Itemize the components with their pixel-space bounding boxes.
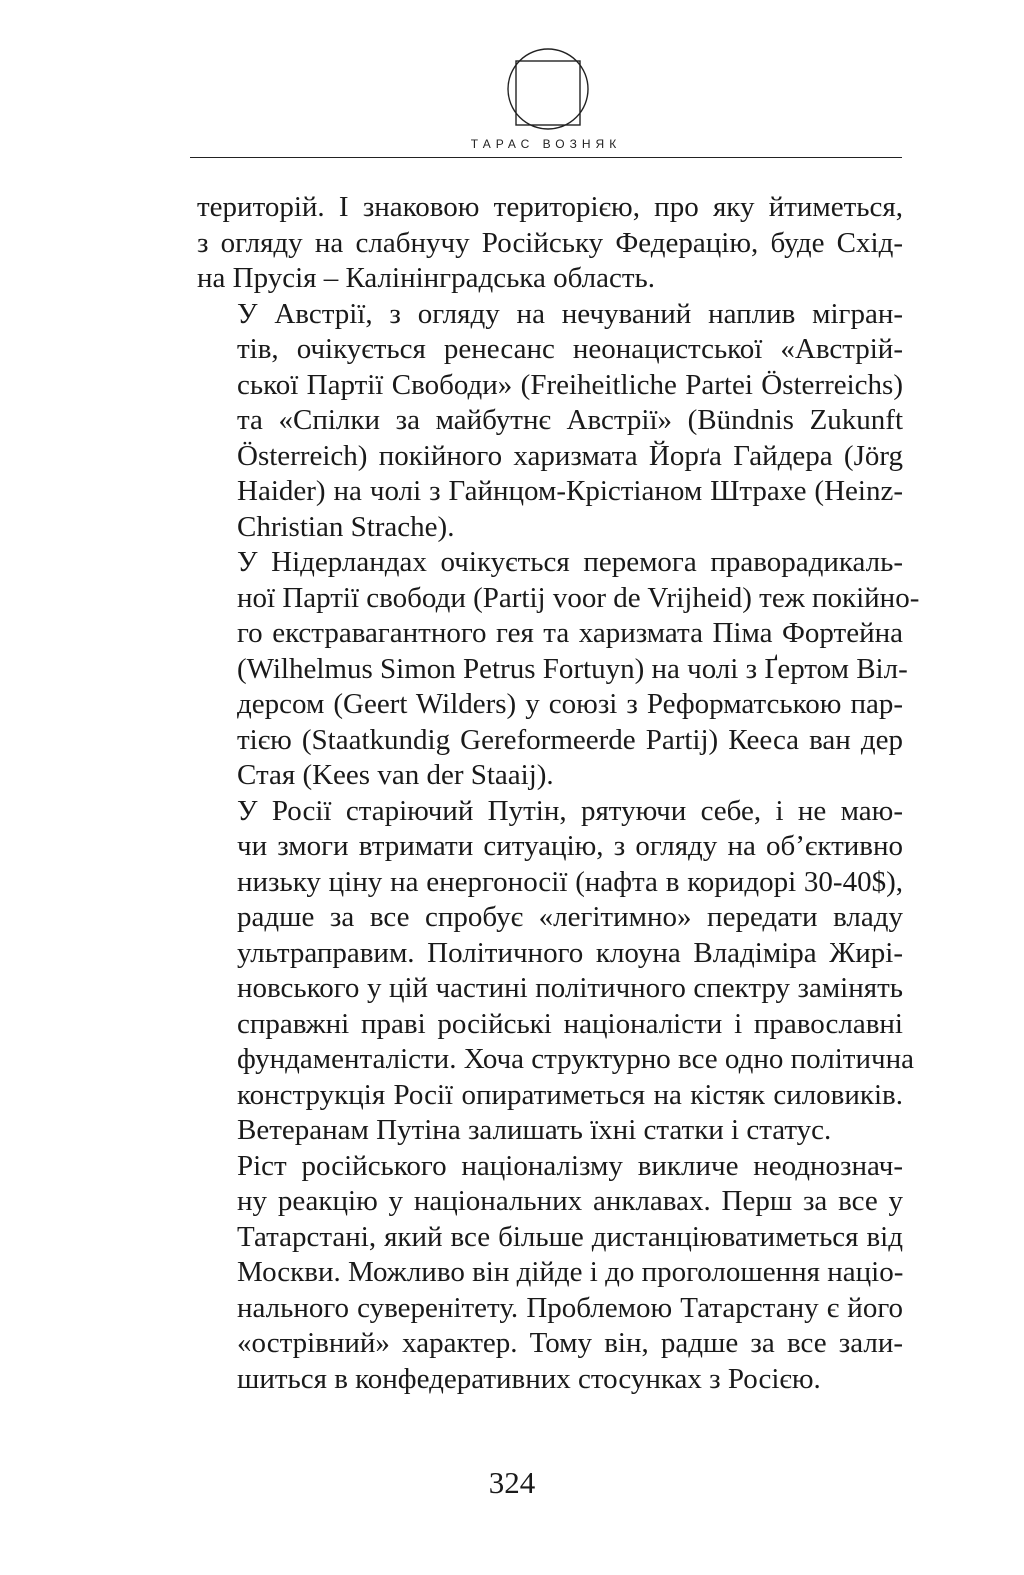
text-line: (Wilhelmus Simon Petrus Fortuyn) на чолі з Ґертом Віл- [237, 652, 908, 685]
text-line: конструкція Росії опиратиметься на кістяк силовиків. [237, 1078, 903, 1111]
text-line: радше за все спробує «легітимно» передати владу [237, 901, 903, 933]
running-head: ТАРАС ВОЗНЯК [470, 137, 622, 151]
text-line: Татарстані, який все більше дистанціюватиметься від [237, 1220, 903, 1253]
text-line: справжні праві російські націоналісти і православні [237, 1007, 903, 1040]
page-number: 324 [488, 1465, 536, 1500]
text-line: чи змоги втримати ситуацію, з огляду на об’єктивно [237, 830, 903, 862]
text-line: Österreich) покійного харизмата Йорґа Гайдера (Jörg [237, 439, 903, 472]
text-line: та «Спілки за майбутнє Австрії» (Bündnis Zukunft [237, 404, 903, 436]
text-line: новського у цій частині політичного спектру замінять [237, 972, 903, 1004]
text-line: низьку ціну на енергоносії (нафта в коридорі 30-40$), [237, 865, 903, 898]
paragraph [197, 545, 920, 794]
text-line: Стая (Kees van der Staaij). [237, 759, 554, 791]
text-line: дерсом (Geert Wilders) у союзі з Реформатською пар- [237, 688, 903, 720]
text-line: «острівний» характер. Тому він, радше за все зали- [237, 1327, 903, 1359]
paragraph [197, 1149, 903, 1398]
text-line: на Прусія – Калінінградська область. [197, 262, 655, 294]
body-text [197, 190, 920, 1397]
text-line: У Росії старіючий Путін, рятуючи себе, і не маю- [237, 794, 903, 827]
paragraph [197, 190, 903, 297]
text-line: територій. І знаковою територією, про яку йтиметься, [197, 191, 903, 223]
text-line: фундаменталісти. Хоча структурно все одно політична [237, 1043, 914, 1075]
paragraph [197, 794, 914, 1149]
text-line: тією (Staatkundig Gereformeerde Partij) Кееса ван дер [237, 723, 903, 756]
text-line: У Австрії, з огляду на нечуваний наплив мігран- [237, 297, 903, 330]
text-line: ської Партії Свободи» (Freiheitliche Partei Österreichs) [237, 368, 903, 401]
text-line: тів, очікується ренесанс неонацистської «Австрій- [237, 333, 903, 365]
text-line: ної Партії свободи (Partij voor de Vrijheid) теж покійно- [237, 581, 920, 614]
header-rule [190, 157, 902, 158]
circle-square-logo-icon [506, 47, 590, 131]
text-line: Москви. Можливо він дійде і до проголошення націо- [237, 1256, 904, 1288]
text-line: ну реакцію у національних анклавах. Перш за все у [237, 1185, 903, 1217]
text-line: Haider) на чолі з Гайнцом-Крістіаном Штрахе (Heinz- [237, 475, 903, 507]
text-line: ультраправим. Політичного клоуна Владіміра Жирі- [237, 936, 903, 969]
text-line: нального суверенітету. Проблемою Татарстану є його [237, 1291, 903, 1324]
text-line: го екстравагантного гея та харизмата Піма Фортейна [237, 617, 903, 649]
text-line: з огляду на слабнучу Російську Федерацію, буде Схід- [197, 226, 903, 259]
paragraph [197, 297, 903, 546]
text-line: У Нідерландах очікується перемога праворадикаль- [237, 546, 903, 578]
text-line: шиться в конфедеративних стосунках з Росією. [237, 1362, 821, 1395]
text-line: Christian Strache). [237, 510, 455, 543]
text-line: Ріст російського націоналізму викличе неоднознач- [237, 1149, 903, 1182]
text-line: Ветеранам Путіна залишать їхні статки і статус. [237, 1114, 832, 1146]
